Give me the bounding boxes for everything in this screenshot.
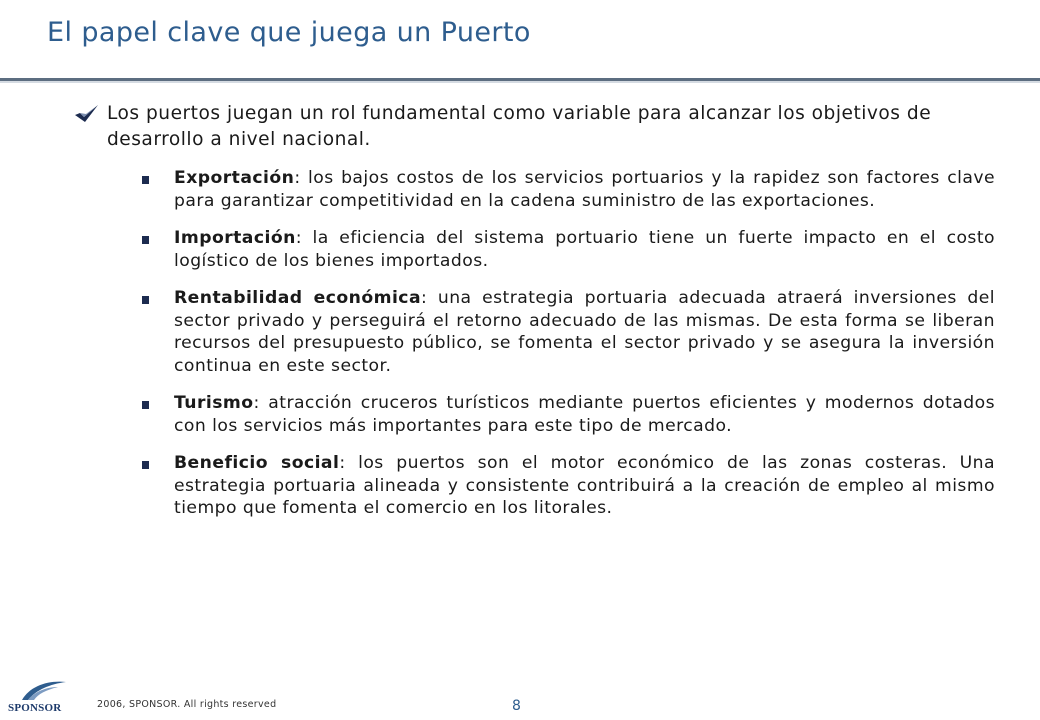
title-divider-shadow [0,81,1040,83]
sponsor-logo-text: SPONSOR [8,702,62,714]
bullet-text: : los bajos costos de los servicios portuarios y la rapidez son factores clave para garantizar competitividad en la cadena suministro de las exportaciones. [174,168,995,211]
square-bullet-icon [142,296,149,304]
square-bullet-icon [142,236,149,244]
bullet-term: Exportación [174,168,295,188]
square-bullet-icon [142,461,149,469]
bullet-list [70,167,995,520]
bullet-text: : una estrategia portuaria adecuada atraerá inversiones del sector privado y perseguirá el retorno adecuado de las mismas. De esta forma se liberan recursos del presupuesto público, se fomenta el sector privado y se asegura la inversión continua en este sector. [174,288,995,376]
bullet-term: Importación [174,228,296,248]
bullet-item-importacion [174,227,995,272]
bullet-item-turismo [174,392,995,437]
bullet-item-rentabilidad [174,287,995,377]
square-bullet-icon [142,401,149,409]
bullet-text: : atracción cruceros turísticos mediante puertos eficientes y modernos dotados con los servicios más importantes para este tipo de mercado. [174,393,995,436]
bullet-item-beneficio-social [174,452,995,520]
bullet-item-exportacion [174,167,995,212]
checkmark-bullet-icon [74,104,100,124]
square-bullet-icon [142,176,149,184]
bullet-text: : los puertos son el motor económico de las zonas costeras. Una estrategia portuaria alineada y consistente contribuirá a la creación de empleo al mismo tiempo que fomenta el comercio en los litorales. [174,453,995,518]
bullet-term: Turismo [174,393,254,413]
slide-title: El papel clave que juega un Puerto [47,17,531,48]
bullet-text: : la eficiencia del sistema portuario tiene un fuerte impacto en el costo logístico de los bienes importados. [174,228,995,271]
page-number: 8 [512,698,521,714]
bullet-term: Beneficio social [174,453,340,473]
copyright-notice: 2006, SPONSOR. All rights reserved [97,699,277,710]
slide-content [70,101,995,535]
lead-text: Los puertos juegan un rol fundamental como variable para alcanzar los objetivos de desarrollo a nivel nacional. [107,103,932,150]
lead-paragraph [70,101,995,153]
bullet-term: Rentabilidad económica [174,288,421,308]
